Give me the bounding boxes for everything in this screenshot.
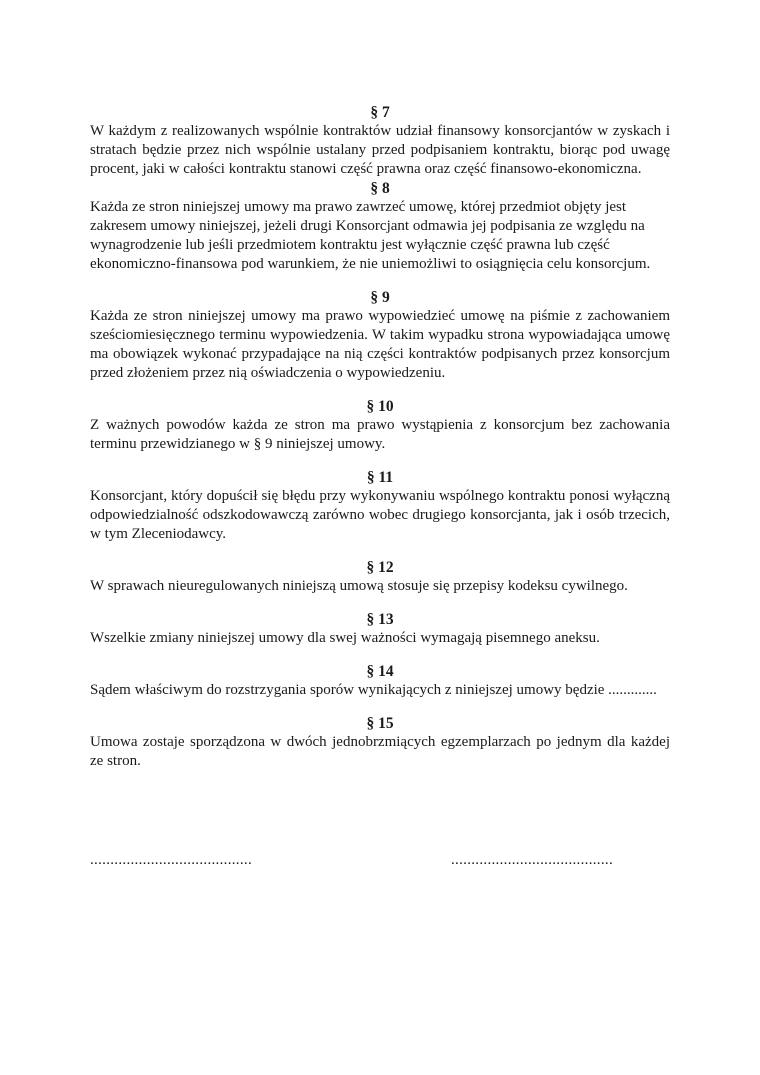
section-8-heading: § 8 — [370, 180, 390, 197]
section-9 — [90, 288, 670, 383]
section-7-heading: § 7 — [370, 104, 390, 121]
section-11-heading: § 11 — [366, 469, 394, 486]
section-7-text: W każdym z realizowanych wspólnie kontraktów udział finansowy konsorcjantów w zyskach i stratach będzie przez nich wspólnie ustalany przed podpisaniem kontraktu, biorąc pod uwagę procent, jaki w całości kontraktu stanowi część prawna oraz część finansowo-ekonomiczna. — [90, 123, 670, 177]
section-15-heading: § 15 — [366, 715, 394, 732]
section-13-text: Wszelkie zmiany niniejszej umowy dla swej ważności wymagają pisemnego aneksu. — [90, 630, 600, 646]
section-12-heading: § 12 — [366, 559, 394, 576]
signature-line-right: ........................................ — [451, 852, 613, 868]
section-15-text: Umowa zostaje sporządzona w dwóch jednobrzmiących egzemplarzach po jednym dla każdej ze stron. — [90, 734, 670, 769]
section-11-text: Konsorcjant, który dopuścił się błędu przy wykonywaniu wspólnego kontraktu ponosi wyłączną odpowiedzialność odszkodowawczą zarówno wobec drugiego konsorcjanta, jak i osób trzecich, w tym Zleceniodawcy. — [90, 488, 670, 542]
section-14-heading: § 14 — [366, 663, 394, 680]
section-14-text: Sądem właściwym do rozstrzygania sporów wynikających z niniejszej umowy będzie ............. — [90, 682, 657, 698]
signature-row — [90, 851, 670, 870]
section-10-text: Z ważnych powodów każda ze stron ma prawo wystąpienia z konsorcjum bez zachowania terminu przewidzianego w § 9 niniejszej umowy. — [90, 417, 670, 452]
section-9-heading: § 9 — [370, 289, 390, 306]
section-13-heading: § 13 — [366, 611, 394, 628]
section-8-text: Każda ze stron niniejszej umowy ma prawo zawrzeć umowę, której przedmiot objęty jest zakresem umowy niniejszej, jeżeli drugi Konsorcjant odmawia jej podpisania ze względu na wynagrodzenie lub jeśli przedmiotem kontraktu jest wyłącznie część prawna lub część ekonomiczno-finansowa pod warunkiem, że nie uniemożliwi to osiągnięcia celu konsorcjum. — [90, 199, 651, 272]
section-13 — [90, 610, 670, 648]
section-12-text: W sprawach nieuregulowanych niniejszą umową stosuje się przepisy kodeksu cywilnego. — [90, 578, 628, 594]
section-11 — [90, 468, 670, 544]
section-9-text: Każda ze stron niniejszej umowy ma prawo wypowiedzieć umowę na piśmie z zachowaniem sześciomiesięcznego terminu wypowiedzenia. W takim wypadku strona wypowiadająca umowę ma obowiązek wykonać przypadające na nią części kontraktów podpisanych przez konsorcjum przed złożeniem przez nią oświadczenia o wypowiedzeniu. — [90, 308, 670, 381]
section-7 — [90, 103, 670, 179]
section-10-heading: § 10 — [366, 398, 394, 415]
section-12 — [90, 558, 670, 596]
signature-line-left: ........................................ — [90, 852, 252, 868]
section-14 — [90, 662, 670, 700]
section-15 — [90, 714, 670, 771]
section-10 — [90, 397, 670, 454]
section-8 — [90, 179, 670, 274]
